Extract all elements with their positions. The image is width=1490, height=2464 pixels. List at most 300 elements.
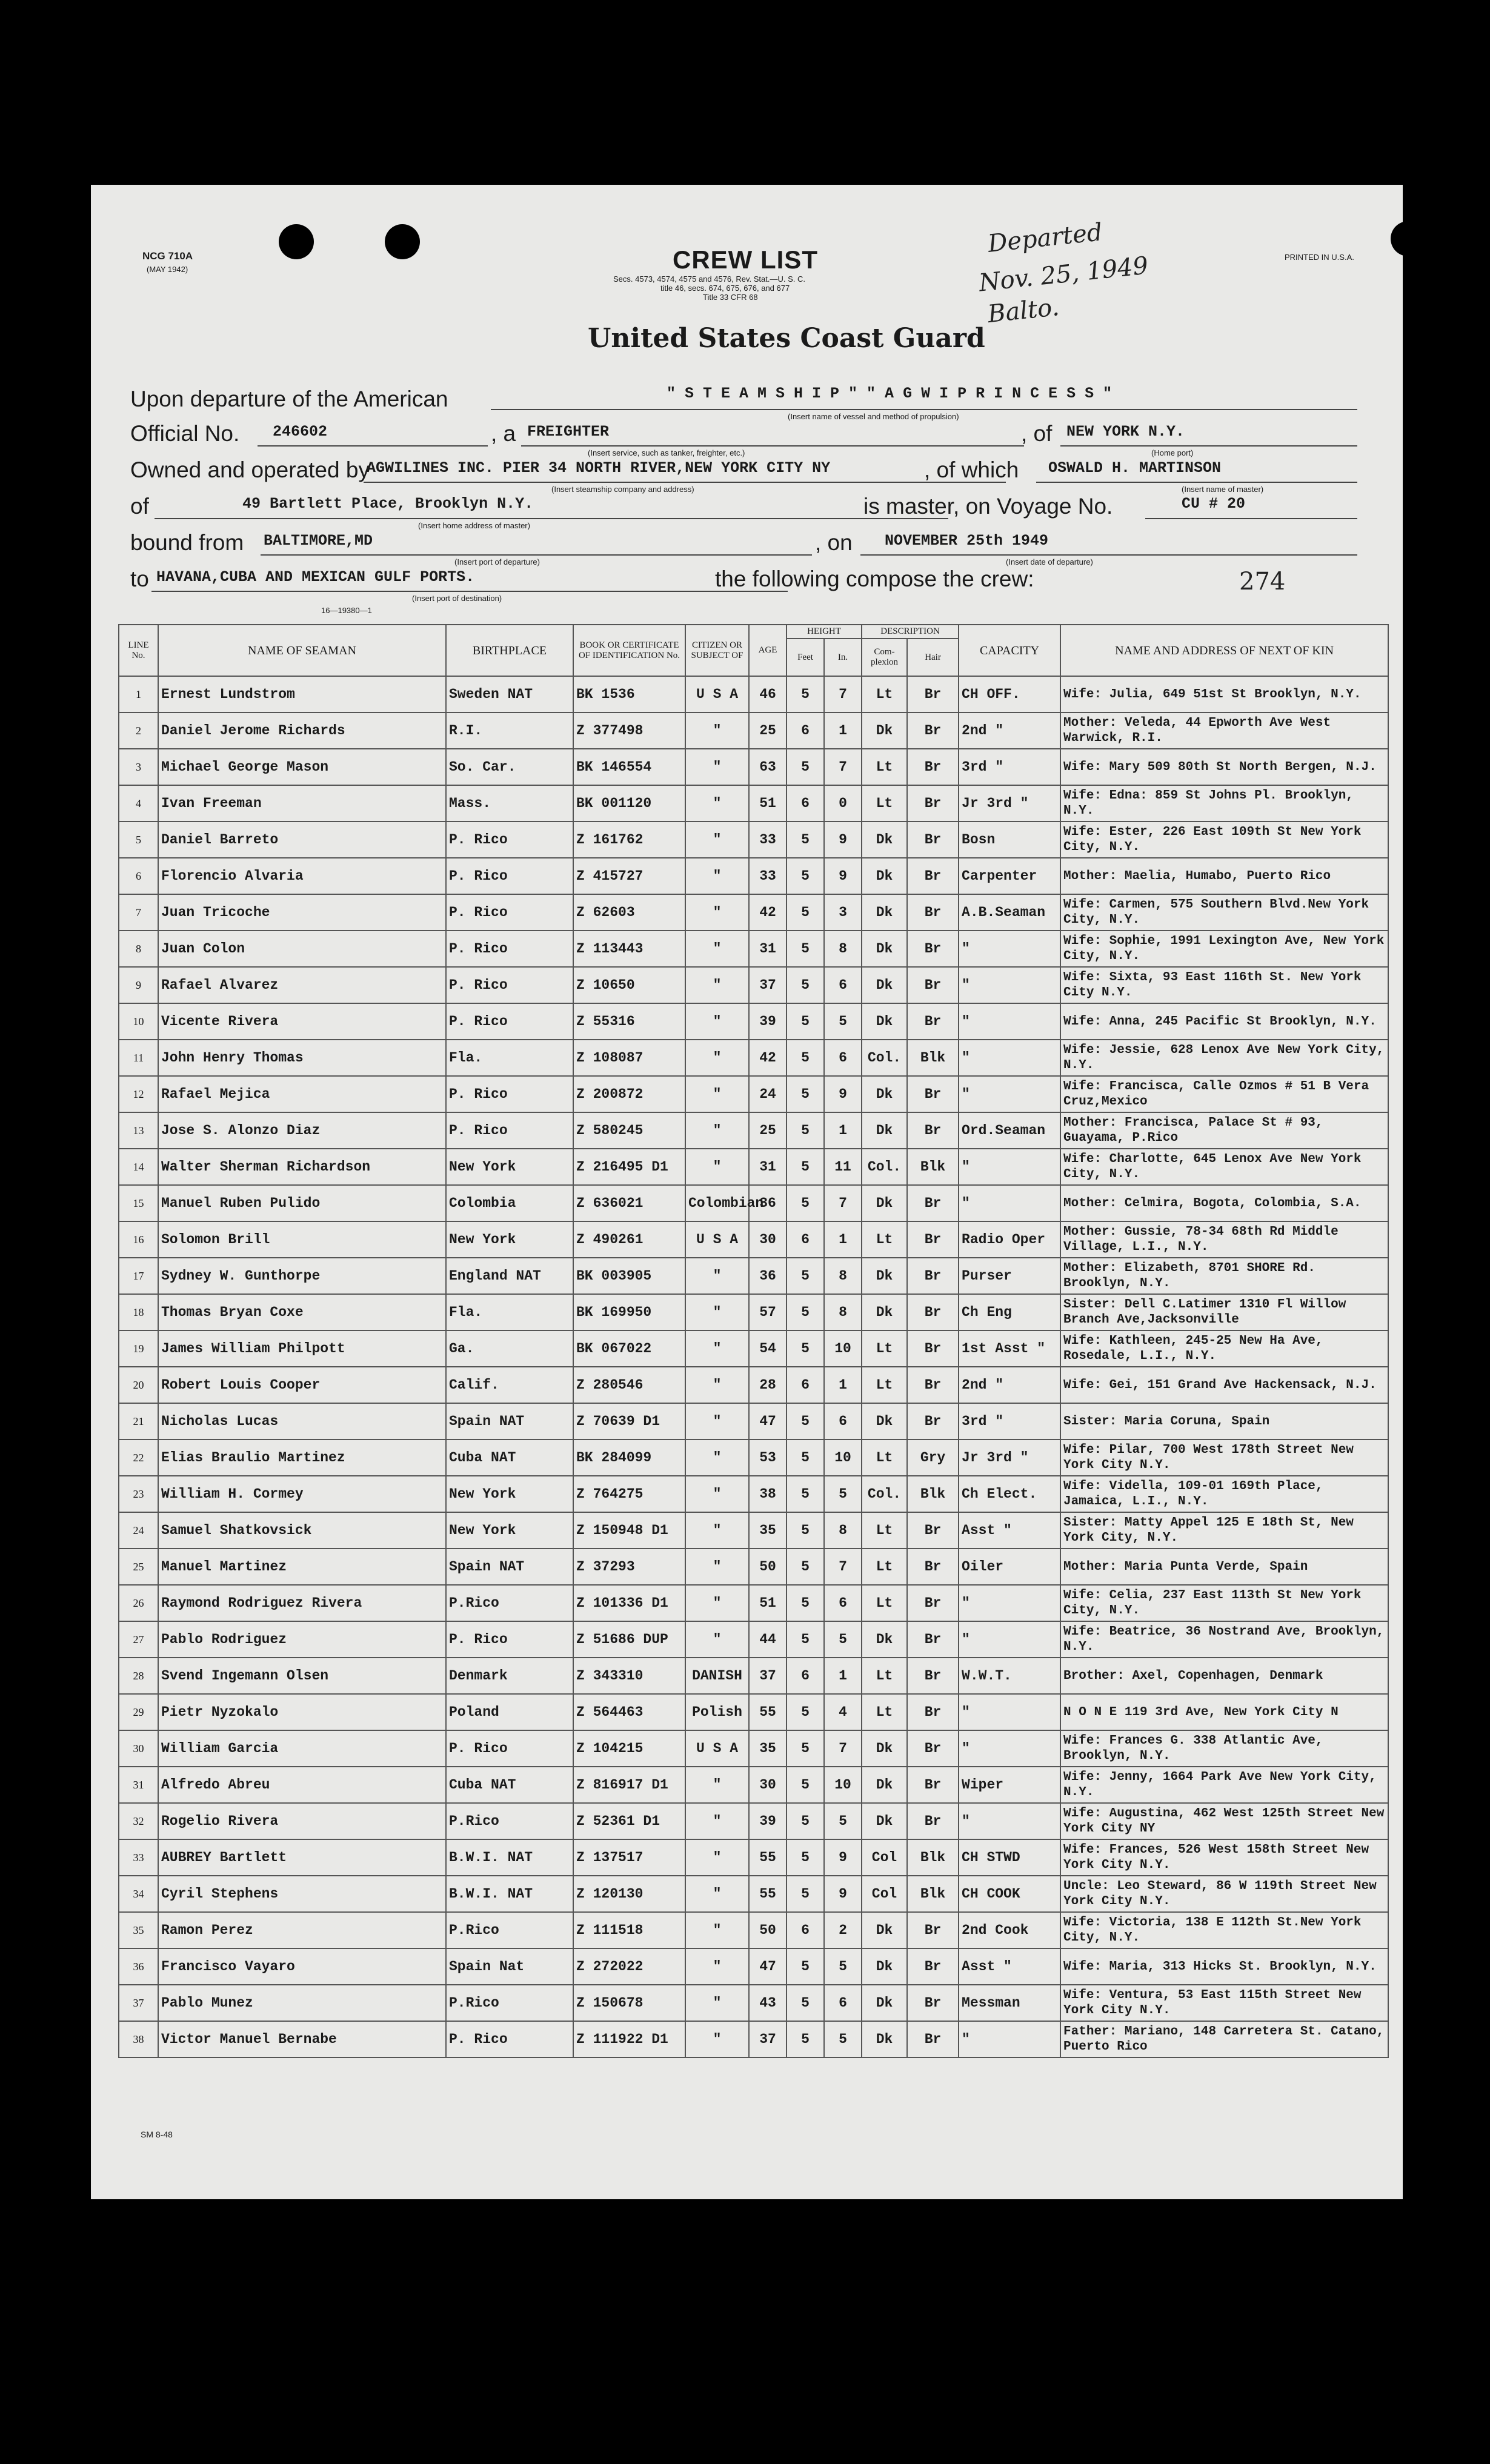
next-of-kin: Wife: Sophie, 1991 Lexington Ave, New York City, N.Y. bbox=[1060, 931, 1388, 967]
next-of-kin: Brother: Axel, Copenhagen, Denmark bbox=[1060, 1658, 1388, 1694]
complexion: Col. bbox=[862, 1476, 907, 1512]
line-number: 14 bbox=[119, 1149, 158, 1185]
line-number: 2 bbox=[119, 712, 158, 749]
citizenship: " bbox=[685, 1258, 749, 1294]
book-number: Z 764275 bbox=[573, 1476, 685, 1512]
complexion: Dk bbox=[862, 1948, 907, 1985]
capacity: CH COOK bbox=[959, 1876, 1060, 1912]
complexion: Dk bbox=[862, 1767, 907, 1803]
book-number: Z 150678 bbox=[573, 1985, 685, 2021]
line-number: 26 bbox=[119, 1585, 158, 1621]
official-no-label: Official No. bbox=[130, 421, 240, 446]
next-of-kin: Sister: Matty Appel 125 E 18th St, New York City, N.Y. bbox=[1060, 1512, 1388, 1549]
next-of-kin: Wife: Kathleen, 245-25 New Ha Ave, Rosedale, L.I., N.Y. bbox=[1060, 1330, 1388, 1367]
capacity: " bbox=[959, 1694, 1060, 1730]
master-address: 49 Bartlett Place, Brooklyn N.Y. bbox=[242, 495, 534, 513]
citizenship: " bbox=[685, 1330, 749, 1367]
next-of-kin: Wife: Julia, 649 51st St Brooklyn, N.Y. bbox=[1060, 676, 1388, 712]
table-row bbox=[119, 1621, 1388, 1658]
hair: Br bbox=[907, 1621, 959, 1658]
owner-caption: (Insert steamship company and address) bbox=[551, 485, 694, 494]
complexion: Dk bbox=[862, 2021, 907, 2057]
birthplace: B.W.I. NAT bbox=[446, 1876, 573, 1912]
table-row bbox=[119, 1294, 1388, 1330]
next-of-kin: Wife: Jessie, 628 Lenox Ave New York City, N.Y. bbox=[1060, 1040, 1388, 1076]
table-row bbox=[119, 1694, 1388, 1730]
height-feet: 5 bbox=[787, 749, 824, 785]
hair: Br bbox=[907, 1403, 959, 1440]
hair: Br bbox=[907, 1221, 959, 1258]
crew-list-sheet bbox=[91, 185, 1403, 2199]
book-number: Z 37293 bbox=[573, 1549, 685, 1585]
line-number: 34 bbox=[119, 1876, 158, 1912]
book-number: Z 636021 bbox=[573, 1185, 685, 1221]
birthplace: P. Rico bbox=[446, 1003, 573, 1040]
complexion: Lt bbox=[862, 676, 907, 712]
capacity: Bosn bbox=[959, 822, 1060, 858]
birthplace: P. Rico bbox=[446, 822, 573, 858]
line-number: 13 bbox=[119, 1112, 158, 1149]
complexion: Dk bbox=[862, 931, 907, 967]
birthplace: Denmark bbox=[446, 1658, 573, 1694]
book-number: Z 564463 bbox=[573, 1694, 685, 1730]
capacity: " bbox=[959, 2021, 1060, 2057]
height-inches: 6 bbox=[824, 1585, 862, 1621]
col-hair: Hair bbox=[907, 639, 959, 676]
age: 63 bbox=[749, 749, 787, 785]
line-number: 31 bbox=[119, 1767, 158, 1803]
age: 53 bbox=[749, 1440, 787, 1476]
capacity: " bbox=[959, 1040, 1060, 1076]
birthplace: P. Rico bbox=[446, 1076, 573, 1112]
height-inches: 7 bbox=[824, 1549, 862, 1585]
height-inches: 5 bbox=[824, 1803, 862, 1839]
birthplace: New York bbox=[446, 1149, 573, 1185]
book-number: BK 169950 bbox=[573, 1294, 685, 1330]
seaman-name: Ivan Freeman bbox=[158, 785, 446, 822]
height-feet: 5 bbox=[787, 1476, 824, 1512]
capacity: 3rd " bbox=[959, 1403, 1060, 1440]
a-label: , a bbox=[491, 421, 516, 446]
next-of-kin: Wife: Vidella, 109-01 169th Place, Jamaica, L.I., N.Y. bbox=[1060, 1476, 1388, 1512]
hair: Br bbox=[907, 1803, 959, 1839]
hair: Br bbox=[907, 931, 959, 967]
height-inches: 8 bbox=[824, 931, 862, 967]
height-feet: 5 bbox=[787, 1985, 824, 2021]
age: 36 bbox=[749, 1258, 787, 1294]
book-number: Z 120130 bbox=[573, 1876, 685, 1912]
hair: Br bbox=[907, 894, 959, 931]
table-row bbox=[119, 1440, 1388, 1476]
table-row bbox=[119, 1839, 1388, 1876]
seaman-name: Nicholas Lucas bbox=[158, 1403, 446, 1440]
next-of-kin: Wife: Augustina, 462 West 125th Street New York City NY bbox=[1060, 1803, 1388, 1839]
line-number: 16 bbox=[119, 1221, 158, 1258]
seaman-name: Ramon Perez bbox=[158, 1912, 446, 1948]
citizenship: " bbox=[685, 785, 749, 822]
printed-in-usa: PRINTED IN U.S.A. bbox=[1285, 253, 1354, 262]
book-number: BK 284099 bbox=[573, 1440, 685, 1476]
citizenship: U S A bbox=[685, 1221, 749, 1258]
age: 39 bbox=[749, 1803, 787, 1839]
seaman-name: Florencio Alvaria bbox=[158, 858, 446, 894]
citizenship: " bbox=[685, 1948, 749, 1985]
complexion: Dk bbox=[862, 712, 907, 749]
seaman-name: Pablo Rodriguez bbox=[158, 1621, 446, 1658]
age: 50 bbox=[749, 1549, 787, 1585]
owner: AGWILINES INC. PIER 34 NORTH RIVER,NEW YORK CITY NY bbox=[367, 459, 831, 477]
height-feet: 5 bbox=[787, 967, 824, 1003]
birthplace: Spain Nat bbox=[446, 1948, 573, 1985]
vessel-type: FREIGHTER bbox=[527, 423, 610, 440]
seaman-name: Robert Louis Cooper bbox=[158, 1367, 446, 1403]
complexion: Lt bbox=[862, 785, 907, 822]
book-number: Z 580245 bbox=[573, 1112, 685, 1149]
punch-hole bbox=[385, 224, 420, 259]
age: 33 bbox=[749, 858, 787, 894]
line-number: 24 bbox=[119, 1512, 158, 1549]
complexion: Lt bbox=[862, 1330, 907, 1367]
line-number: 35 bbox=[119, 1912, 158, 1948]
table-row bbox=[119, 1585, 1388, 1621]
destination: HAVANA,CUBA AND MEXICAN GULF PORTS. bbox=[156, 568, 475, 586]
line-number: 9 bbox=[119, 967, 158, 1003]
of2-label: of bbox=[130, 494, 149, 519]
height-inches: 9 bbox=[824, 1876, 862, 1912]
next-of-kin: Wife: Victoria, 138 E 112th St.New York City, N.Y. bbox=[1060, 1912, 1388, 1948]
master-name: OSWALD H. MARTINSON bbox=[1048, 459, 1222, 477]
hair: Br bbox=[907, 1185, 959, 1221]
citizenship: " bbox=[685, 712, 749, 749]
line-number: 19 bbox=[119, 1330, 158, 1367]
height-feet: 5 bbox=[787, 1839, 824, 1876]
table-row bbox=[119, 1403, 1388, 1440]
table-row bbox=[119, 1658, 1388, 1694]
col-book: BOOK OR CERTIFICATE OF IDENTIFICATION No. bbox=[573, 625, 685, 676]
citizenship: " bbox=[685, 1112, 749, 1149]
complexion: Dk bbox=[862, 1621, 907, 1658]
complexion: Col bbox=[862, 1876, 907, 1912]
age: 47 bbox=[749, 1948, 787, 1985]
height-inches: 0 bbox=[824, 785, 862, 822]
age: 30 bbox=[749, 1767, 787, 1803]
form-code: NCG 710A bbox=[142, 250, 193, 262]
height-feet: 6 bbox=[787, 712, 824, 749]
table-row bbox=[119, 1876, 1388, 1912]
birthplace: Fla. bbox=[446, 1294, 573, 1330]
hair: Br bbox=[907, 749, 959, 785]
next-of-kin: Wife: Frances, 526 West 158th Street New York City N.Y. bbox=[1060, 1839, 1388, 1876]
capacity: Wiper bbox=[959, 1767, 1060, 1803]
height-feet: 5 bbox=[787, 2021, 824, 2057]
seaman-name: Daniel Barreto bbox=[158, 822, 446, 858]
height-inches: 1 bbox=[824, 1367, 862, 1403]
table-row bbox=[119, 967, 1388, 1003]
birthplace: Calif. bbox=[446, 1367, 573, 1403]
citizenship: " bbox=[685, 1549, 749, 1585]
next-of-kin: Wife: Ester, 226 East 109th St New York City, N.Y. bbox=[1060, 822, 1388, 858]
citizenship: " bbox=[685, 1294, 749, 1330]
capacity: 2nd Cook bbox=[959, 1912, 1060, 1948]
age: 25 bbox=[749, 1112, 787, 1149]
next-of-kin: Mother: Elizabeth, 8701 SHORE Rd. Brooklyn, N.Y. bbox=[1060, 1258, 1388, 1294]
is-master-label: is master, on Voyage No. bbox=[863, 494, 1113, 519]
book-number: Z 55316 bbox=[573, 1003, 685, 1040]
col-height: HEIGHT bbox=[787, 625, 862, 639]
age: 51 bbox=[749, 1585, 787, 1621]
capacity: Jr 3rd " bbox=[959, 785, 1060, 822]
capacity: 1st Asst " bbox=[959, 1330, 1060, 1367]
line-number: 7 bbox=[119, 894, 158, 931]
citizenship: " bbox=[685, 1985, 749, 2021]
birthplace: Spain NAT bbox=[446, 1549, 573, 1585]
date-caption: (Insert date of departure) bbox=[1006, 557, 1093, 566]
next-of-kin: Wife: Pilar, 700 West 178th Street New York City N.Y. bbox=[1060, 1440, 1388, 1476]
birthplace: P.Rico bbox=[446, 1985, 573, 2021]
next-of-kin: Wife: Francisca, Calle Ozmos # 51 B Vera Cruz,Mexico bbox=[1060, 1076, 1388, 1112]
age: 28 bbox=[749, 1367, 787, 1403]
birthplace: New York bbox=[446, 1512, 573, 1549]
birthplace: P. Rico bbox=[446, 931, 573, 967]
complexion: Dk bbox=[862, 822, 907, 858]
table-row bbox=[119, 1185, 1388, 1221]
seaman-name: Vicente Rivera bbox=[158, 1003, 446, 1040]
line-number: 18 bbox=[119, 1294, 158, 1330]
birthplace: Poland bbox=[446, 1694, 573, 1730]
book-number: Z 343310 bbox=[573, 1658, 685, 1694]
height-feet: 5 bbox=[787, 1258, 824, 1294]
master-address-caption: (Insert home address of master) bbox=[418, 521, 530, 530]
height-feet: 5 bbox=[787, 1948, 824, 1985]
citizenship: " bbox=[685, 1076, 749, 1112]
book-number: Z 51686 DUP bbox=[573, 1621, 685, 1658]
capacity: A.B.Seaman bbox=[959, 894, 1060, 931]
line-number: 30 bbox=[119, 1730, 158, 1767]
birthplace: Colombia bbox=[446, 1185, 573, 1221]
next-of-kin: Wife: Sixta, 93 East 116th St. New York City N.Y. bbox=[1060, 967, 1388, 1003]
height-inches: 10 bbox=[824, 1330, 862, 1367]
capacity: " bbox=[959, 1803, 1060, 1839]
book-number: Z 52361 D1 bbox=[573, 1803, 685, 1839]
citizenship: " bbox=[685, 931, 749, 967]
height-inches: 11 bbox=[824, 1149, 862, 1185]
destination-caption: (Insert port of destination) bbox=[412, 594, 502, 603]
citizenship: " bbox=[685, 894, 749, 931]
hair: Br bbox=[907, 2021, 959, 2057]
bound-from-label: bound from bbox=[130, 530, 244, 555]
height-feet: 5 bbox=[787, 1330, 824, 1367]
line-number: 1 bbox=[119, 676, 158, 712]
birthplace: R.I. bbox=[446, 712, 573, 749]
complexion: Lt bbox=[862, 1658, 907, 1694]
handwritten-departed: Departed bbox=[986, 218, 1104, 258]
home-port: NEW YORK N.Y. bbox=[1066, 423, 1185, 440]
seaman-name: Samuel Shatkovsick bbox=[158, 1512, 446, 1549]
citizenship: " bbox=[685, 749, 749, 785]
line-number: 12 bbox=[119, 1076, 158, 1112]
birthplace: New York bbox=[446, 1221, 573, 1258]
handwritten-date: Nov. 25, 1949 bbox=[977, 251, 1150, 297]
next-of-kin: Mother: Maria Punta Verde, Spain bbox=[1060, 1549, 1388, 1585]
book-number: Z 377498 bbox=[573, 712, 685, 749]
age: 36 bbox=[749, 1185, 787, 1221]
hair: Blk bbox=[907, 1149, 959, 1185]
seaman-name: Solomon Brill bbox=[158, 1221, 446, 1258]
book-number: Z 137517 bbox=[573, 1839, 685, 1876]
height-inches: 6 bbox=[824, 1040, 862, 1076]
height-inches: 5 bbox=[824, 2021, 862, 2057]
complexion: Dk bbox=[862, 1985, 907, 2021]
book-number: Z 70639 D1 bbox=[573, 1403, 685, 1440]
complexion: Col. bbox=[862, 1149, 907, 1185]
book-number: Z 113443 bbox=[573, 931, 685, 967]
height-feet: 5 bbox=[787, 1876, 824, 1912]
height-inches: 1 bbox=[824, 1658, 862, 1694]
next-of-kin: Sister: Maria Coruna, Spain bbox=[1060, 1403, 1388, 1440]
seaman-name: Sydney W. Gunthorpe bbox=[158, 1258, 446, 1294]
birthplace: So. Car. bbox=[446, 749, 573, 785]
table-row bbox=[119, 1512, 1388, 1549]
height-inches: 9 bbox=[824, 822, 862, 858]
age: 39 bbox=[749, 1003, 787, 1040]
table-row bbox=[119, 1367, 1388, 1403]
age: 55 bbox=[749, 1839, 787, 1876]
height-feet: 6 bbox=[787, 1367, 824, 1403]
seaman-name: Alfredo Abreu bbox=[158, 1767, 446, 1803]
book-number: BK 067022 bbox=[573, 1330, 685, 1367]
height-feet: 5 bbox=[787, 1185, 824, 1221]
departure-port: BALTIMORE,MD bbox=[264, 532, 373, 550]
seaman-name: AUBREY Bartlett bbox=[158, 1839, 446, 1876]
height-inches: 8 bbox=[824, 1294, 862, 1330]
complexion: Lt bbox=[862, 1440, 907, 1476]
height-feet: 5 bbox=[787, 931, 824, 967]
vessel-caption: (Insert name of vessel and method of propulsion) bbox=[788, 412, 959, 421]
crew-rows bbox=[119, 676, 1388, 2057]
col-birthplace: BIRTHPLACE bbox=[446, 625, 573, 676]
height-inches: 6 bbox=[824, 1403, 862, 1440]
complexion: Dk bbox=[862, 1294, 907, 1330]
hair: Br bbox=[907, 1258, 959, 1294]
birthplace: B.W.I. NAT bbox=[446, 1839, 573, 1876]
seaman-name: Daniel Jerome Richards bbox=[158, 712, 446, 749]
on-label: , on bbox=[815, 530, 853, 555]
book-number: BK 1536 bbox=[573, 676, 685, 712]
age: 43 bbox=[749, 1985, 787, 2021]
next-of-kin: Wife: Edna: 859 St Johns Pl. Brooklyn, N.Y. bbox=[1060, 785, 1388, 822]
of-which-label: , of which bbox=[924, 457, 1019, 482]
complexion: Dk bbox=[862, 1803, 907, 1839]
age: 24 bbox=[749, 1076, 787, 1112]
hair: Br bbox=[907, 1549, 959, 1585]
height-inches: 10 bbox=[824, 1440, 862, 1476]
complexion: Dk bbox=[862, 1730, 907, 1767]
next-of-kin: Sister: Dell C.Latimer 1310 Fl Willow Branch Ave,Jacksonville bbox=[1060, 1294, 1388, 1330]
col-complexion: Com- plexion bbox=[862, 639, 907, 676]
age: 30 bbox=[749, 1221, 787, 1258]
seaman-name: Svend Ingemann Olsen bbox=[158, 1658, 446, 1694]
next-of-kin: Mother: Veleda, 44 Epworth Ave West Warwick, R.I. bbox=[1060, 712, 1388, 749]
capacity: " bbox=[959, 1621, 1060, 1658]
capacity: 3rd " bbox=[959, 749, 1060, 785]
line-number: 28 bbox=[119, 1658, 158, 1694]
official-no: 246602 bbox=[273, 423, 328, 440]
hair: Blk bbox=[907, 1876, 959, 1912]
book-number: Z 104215 bbox=[573, 1730, 685, 1767]
height-feet: 5 bbox=[787, 894, 824, 931]
age: 46 bbox=[749, 676, 787, 712]
capacity: " bbox=[959, 1076, 1060, 1112]
citizenship: DANISH bbox=[685, 1658, 749, 1694]
table-row bbox=[119, 676, 1388, 712]
birthplace: New York bbox=[446, 1476, 573, 1512]
height-inches: 1 bbox=[824, 1112, 862, 1149]
seaman-name: Juan Colon bbox=[158, 931, 446, 967]
seaman-name: Juan Tricoche bbox=[158, 894, 446, 931]
next-of-kin: Wife: Beatrice, 36 Nostrand Ave, Brooklyn, N.Y. bbox=[1060, 1621, 1388, 1658]
seaman-name: Thomas Bryan Coxe bbox=[158, 1294, 446, 1330]
height-feet: 5 bbox=[787, 1694, 824, 1730]
next-of-kin: Wife: Celia, 237 East 113th St New York City, N.Y. bbox=[1060, 1585, 1388, 1621]
complexion: Dk bbox=[862, 1403, 907, 1440]
hair: Br bbox=[907, 967, 959, 1003]
seaman-name: James William Philpott bbox=[158, 1330, 446, 1367]
table-row bbox=[119, 1040, 1388, 1076]
birthplace: Mass. bbox=[446, 785, 573, 822]
height-feet: 5 bbox=[787, 1003, 824, 1040]
complexion: Dk bbox=[862, 967, 907, 1003]
hair: Blk bbox=[907, 1839, 959, 1876]
capacity: Asst " bbox=[959, 1512, 1060, 1549]
seaman-name: Ernest Lundstrom bbox=[158, 676, 446, 712]
capacity: " bbox=[959, 931, 1060, 967]
age: 31 bbox=[749, 931, 787, 967]
height-feet: 5 bbox=[787, 1803, 824, 1839]
height-feet: 6 bbox=[787, 1912, 824, 1948]
book-number: Z 161762 bbox=[573, 822, 685, 858]
birthplace: P. Rico bbox=[446, 1730, 573, 1767]
hair: Br bbox=[907, 1330, 959, 1367]
age: 37 bbox=[749, 967, 787, 1003]
birthplace: P. Rico bbox=[446, 894, 573, 931]
next-of-kin: Father: Mariano, 148 Carretera St. Catano, Puerto Rico bbox=[1060, 2021, 1388, 2057]
table-row bbox=[119, 1803, 1388, 1839]
height-feet: 5 bbox=[787, 1621, 824, 1658]
form-date: (MAY 1942) bbox=[147, 265, 188, 274]
line-number: 36 bbox=[119, 1948, 158, 1985]
birthplace: P.Rico bbox=[446, 1585, 573, 1621]
citizenship: Colombian bbox=[685, 1185, 749, 1221]
col-description: DESCRIPTION bbox=[862, 625, 959, 639]
line-number: 20 bbox=[119, 1367, 158, 1403]
citizenship: " bbox=[685, 1403, 749, 1440]
book-number: Z 415727 bbox=[573, 858, 685, 894]
birthplace: Spain NAT bbox=[446, 1403, 573, 1440]
master-caption: (Insert name of master) bbox=[1182, 485, 1264, 494]
table-row bbox=[119, 1112, 1388, 1149]
capacity: Jr 3rd " bbox=[959, 1440, 1060, 1476]
complexion: Lt bbox=[862, 1585, 907, 1621]
line-number: 23 bbox=[119, 1476, 158, 1512]
next-of-kin: Wife: Mary 509 80th St North Bergen, N.J. bbox=[1060, 749, 1388, 785]
complexion: Dk bbox=[862, 858, 907, 894]
next-of-kin: Uncle: Leo Steward, 86 W 119th Street New York City N.Y. bbox=[1060, 1876, 1388, 1912]
table-row bbox=[119, 894, 1388, 931]
book-number: Z 216495 D1 bbox=[573, 1149, 685, 1185]
next-of-kin: Wife: Carmen, 575 Southern Blvd.New York City, N.Y. bbox=[1060, 894, 1388, 931]
birthplace: P.Rico bbox=[446, 1803, 573, 1839]
height-inches: 6 bbox=[824, 967, 862, 1003]
